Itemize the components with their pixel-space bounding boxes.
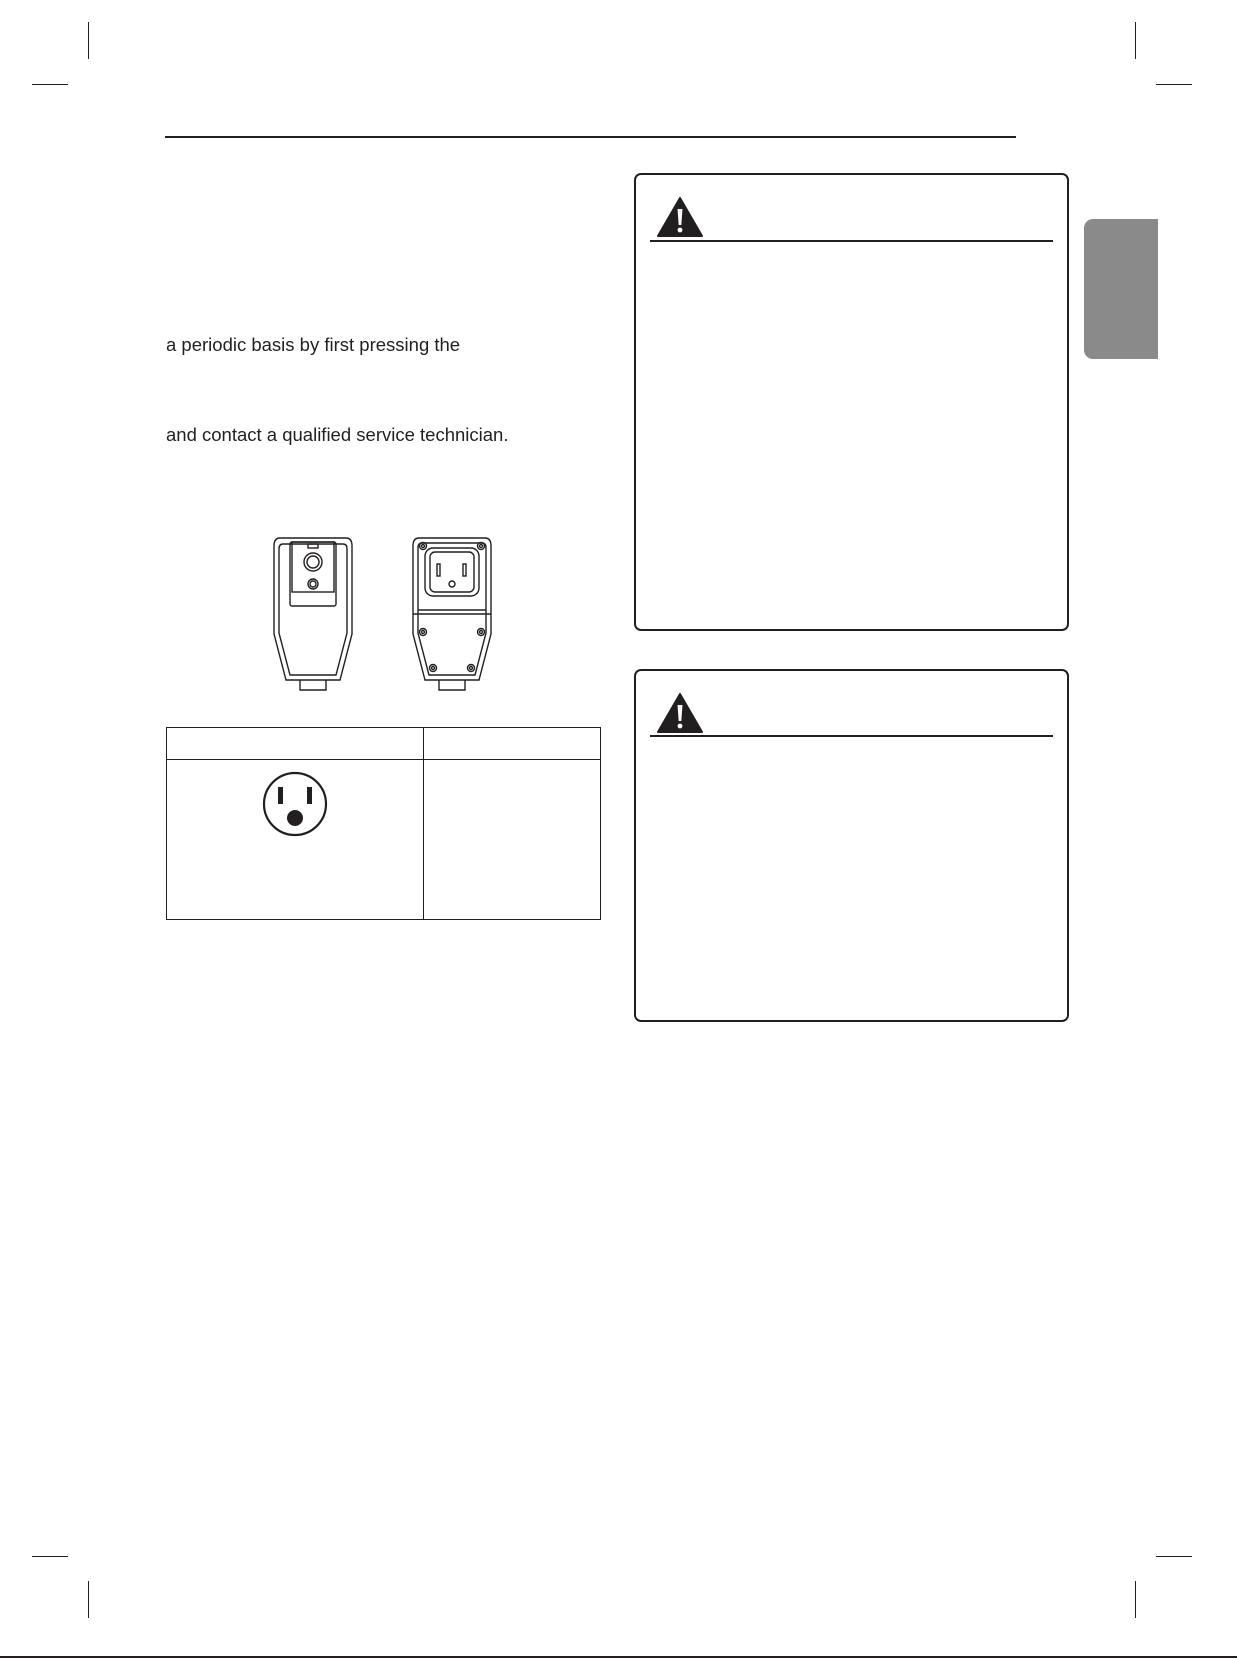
body-text-line: and contact a qualified service technician. bbox=[166, 424, 509, 445]
warning-rule bbox=[650, 735, 1053, 737]
warning-triangle-icon bbox=[656, 196, 704, 238]
table-header bbox=[167, 728, 424, 760]
crop-mark bbox=[32, 84, 68, 85]
crop-mark bbox=[1135, 1581, 1136, 1618]
header-rule bbox=[165, 136, 1016, 138]
outlet-table bbox=[166, 727, 601, 920]
warning-rule bbox=[650, 240, 1053, 242]
table-cell bbox=[424, 760, 601, 920]
grounded-outlet-icon bbox=[167, 760, 423, 840]
crop-mark bbox=[1135, 22, 1136, 59]
body-text-line: a periodic basis by first pressing the bbox=[166, 334, 461, 355]
table-header bbox=[424, 728, 601, 760]
warning-triangle-icon bbox=[656, 692, 704, 734]
section-tab bbox=[1084, 219, 1158, 359]
crop-mark bbox=[88, 1581, 89, 1618]
crop-mark bbox=[1156, 84, 1192, 85]
plug-front-icon bbox=[409, 534, 495, 694]
plug-back-icon bbox=[270, 534, 356, 694]
table-cell bbox=[167, 760, 424, 920]
crop-mark bbox=[88, 22, 89, 59]
crop-mark bbox=[1156, 1556, 1192, 1557]
crop-mark bbox=[32, 1556, 68, 1557]
